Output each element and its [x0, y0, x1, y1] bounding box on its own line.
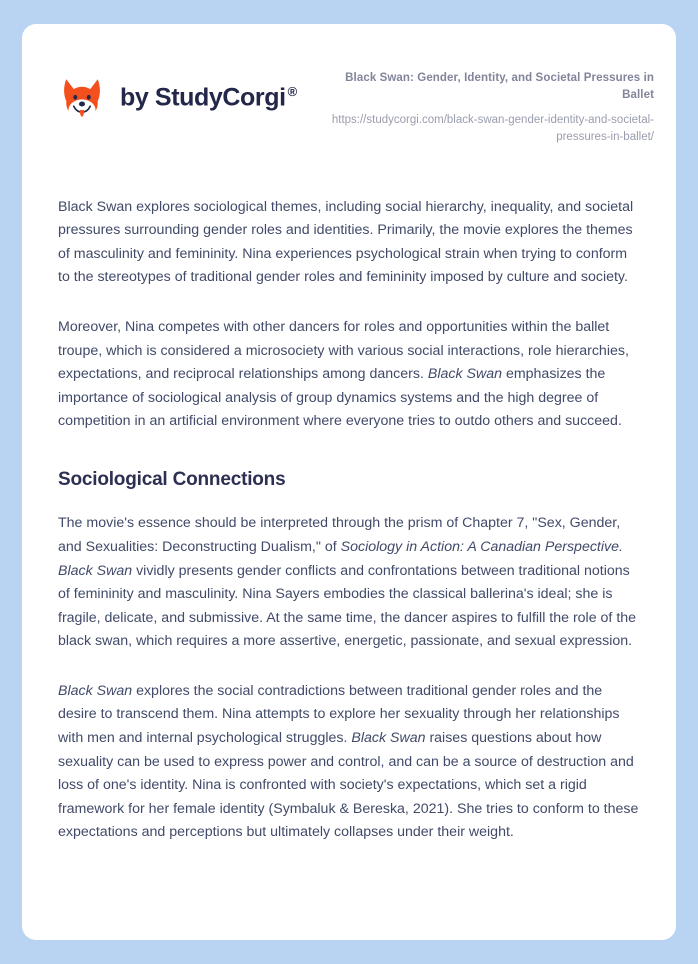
document-header	[22, 24, 676, 146]
article-body	[22, 196, 676, 845]
p2-text-a: Moreover, Nina competes with other dancers for roles and opportunities within the ballet troupe, which is considered a microsociety with various social interactions, role hierarchies, expectations, and reciprocal relationships among dancers.	[58, 318, 629, 383]
p4-title-black-swan-1: Black Swan	[58, 682, 133, 699]
p3-title-sociology-in-action: Sociology in Action: A Canadian Perspective.	[340, 539, 623, 555]
section-heading-sociological-connections: Sociological Connections	[58, 468, 286, 490]
paragraph-2	[58, 316, 640, 434]
paragraph-3	[58, 512, 640, 653]
paragraph-1: Black Swan explores sociological themes, including social hierarchy, inequality, and societal pressures surrounding gender roles and identities. Primarily, the movie explores the themes of masculinity and femininity. Nina experiences psychological strain when trying to conform to the stereotypes of traditional gender roles and femininity imposed by culture and society.	[58, 198, 634, 286]
brand-wordmark	[120, 85, 297, 110]
p3-text-c: vividly presents gender conflicts and confrontations between traditional notions of femininity and masculinity. Nina Sayers embodies the classical ballerina's ideal; she is fragile, delicate, and submissive. At the same time, the dancer aspires to fulfill the role of the black swan, which requires a more assertive, energetic, passionate, and sexual expression.	[58, 562, 637, 650]
registered-trademark-icon: ®	[287, 84, 297, 100]
brand-name-text: by StudyCorgi	[120, 83, 286, 112]
p2-text-b: emphasizes the importance of sociological analysis of group dynamics systems and the high degree of competition in an artificial environment where everyone tries to outdo others and succeed.	[58, 366, 622, 430]
corgi-face-icon	[58, 74, 106, 122]
p3-text-a: The movie's essence should be interpreted through the prism of Chapter 7, "Sex, Gender, and Sexualities: Deconstructing Dualism," of	[58, 515, 621, 555]
document-meta	[314, 68, 654, 146]
p4-title-black-swan-2: Black Swan	[351, 729, 426, 746]
studycorgi-brand[interactable]	[58, 68, 297, 122]
p2-title-black-swan: Black Swan	[427, 366, 502, 383]
p3-title-black-swan: Black Swan	[58, 562, 133, 579]
page-title: Black Swan: Gender, Identity, and Societal Pressures in Ballet	[345, 72, 654, 101]
p4-text-b: raises questions about how sexuality can be used to express power and control, and can be a source of destruction and loss of one's identity. Nina is confronted with society's expectations, which set a rigid framework for her female identity (Symbaluk & Bereska, 2021). She tries to conform to these expectations and perceptions but ultimately collapses under their weight.	[58, 729, 639, 841]
document-page-card	[22, 24, 676, 940]
p4-text-a: explores the social contradictions between traditional gender roles and the desire to transcend them. Nina attempts to explore her sexuality through her relationships with men and internal psychological struggles.	[58, 682, 620, 746]
paragraph-4	[58, 680, 640, 845]
source-url[interactable]: https://studycorgi.com/black-swan-gender-identity-and-societal-pressures-in-ballet/	[331, 114, 654, 144]
